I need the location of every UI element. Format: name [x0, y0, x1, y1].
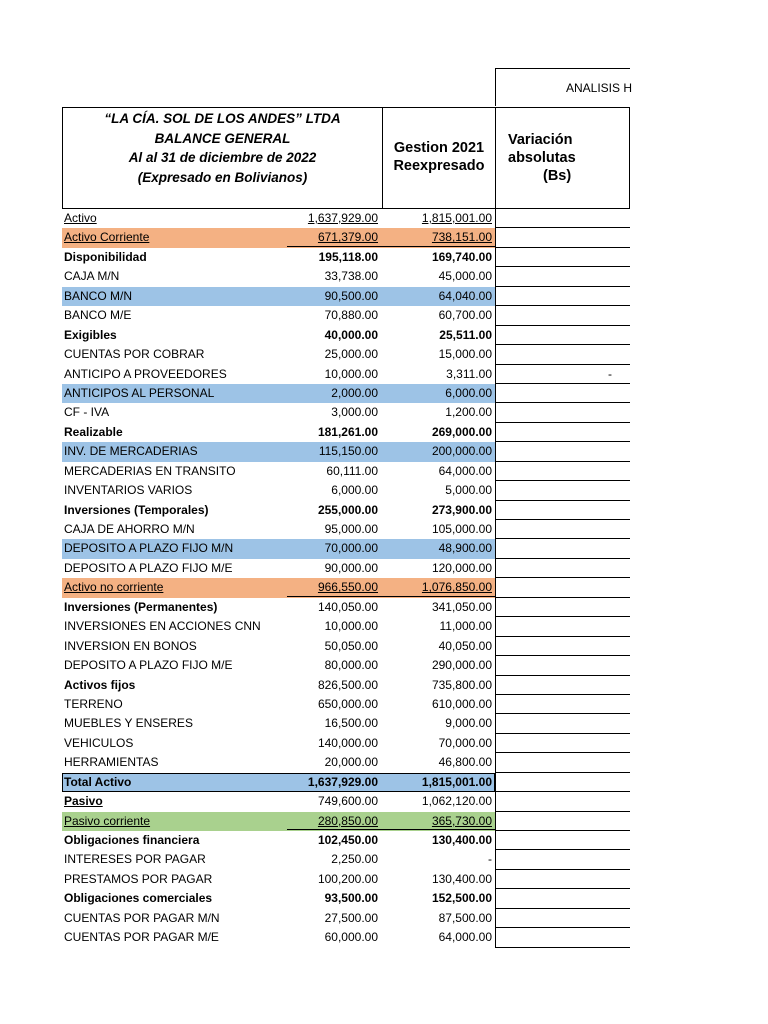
variation-cell [495, 773, 630, 792]
value-2022: 16,500.00 [324, 716, 378, 731]
row-label: BANCO M/N [64, 288, 133, 303]
variation-cell [495, 928, 630, 947]
value-2022: 10,000.00 [324, 366, 378, 381]
variation-cell [495, 559, 630, 578]
row-label: DEPOSITO A PLAZO FIJO M/N [64, 541, 234, 556]
variation-cell [495, 287, 630, 306]
row-label: INTERESES POR PAGAR [64, 852, 206, 867]
value-2021: 64,040.00 [438, 288, 492, 303]
row-label: Activos fijos [64, 677, 136, 692]
value-2021: 610,000.00 [431, 696, 492, 711]
table-row [62, 442, 630, 461]
table-row [62, 345, 630, 364]
value-2022: 70,880.00 [324, 308, 378, 323]
value-2021: 341,050.00 [431, 599, 492, 614]
value-2021: 1,076,850.00 [421, 580, 492, 595]
value-2021: 273,900.00 [431, 502, 492, 517]
table-row [62, 306, 630, 325]
table-row [62, 598, 630, 617]
value-2022: 70,000.00 [324, 541, 378, 556]
value-2022: 90,000.00 [324, 560, 378, 575]
row-label: Activo [64, 211, 97, 225]
variation-cell [495, 656, 630, 675]
variation-cell [495, 889, 630, 908]
sum-underline [383, 596, 495, 597]
row-label: Total Activo [64, 774, 132, 789]
variation-cell [495, 909, 630, 928]
table-row [62, 384, 630, 403]
value-2021: 40,050.00 [438, 638, 492, 653]
variation-cell [495, 714, 630, 733]
value-2022: 1,637,929.00 [307, 211, 378, 225]
row-label: PRESTAMOS POR PAGAR [64, 871, 213, 886]
value-2022: 40,000.00 [324, 327, 378, 342]
analysis-header-cell [495, 68, 633, 106]
value-2021: 130,400.00 [431, 833, 492, 847]
value-2021: 290,000.00 [431, 658, 492, 673]
table-row [62, 423, 630, 442]
variation-cell [495, 442, 630, 461]
row-label: INVENTARIOS VARIOS [64, 483, 193, 498]
value-2021: 269,000.00 [431, 424, 492, 439]
variation-cell [495, 520, 630, 539]
value-2021: 365,730.00 [431, 813, 492, 828]
column-header-variation-line2: absolutas [508, 150, 576, 166]
row-label: ANTICIPOS AL PERSONAL [64, 385, 215, 400]
sum-underline [383, 246, 495, 247]
row-label: CUENTAS POR PAGAR M/E [64, 930, 219, 945]
table-row [62, 909, 630, 928]
table-row [62, 773, 630, 792]
value-2022: 115,150.00 [318, 444, 378, 459]
value-2021: 46,800.00 [438, 755, 492, 770]
row-label: Exigibles [64, 327, 117, 342]
row-background [62, 423, 495, 442]
variation-cell [495, 462, 630, 481]
value-2021: 15,000.00 [438, 347, 492, 362]
row-label: CAJA M/N [64, 269, 120, 284]
value-2022: 255,000.00 [317, 502, 378, 517]
row-label: DEPOSITO A PLAZO FIJO M/E [64, 560, 233, 575]
value-2021: 738,151.00 [431, 230, 492, 245]
table-row [62, 831, 630, 850]
value-2022: 93,500.00 [324, 891, 378, 906]
value-2021: 48,900.00 [438, 541, 492, 556]
value-2022: 140,050.00 [317, 599, 378, 614]
table-row [62, 812, 630, 831]
value-2021: 5,000.00 [445, 483, 492, 498]
column-header-2021 [383, 107, 495, 209]
value-2022: 2,000.00 [331, 385, 378, 400]
table-row [62, 753, 630, 772]
variation-cell [495, 539, 630, 558]
value-2022: 27,500.00 [324, 910, 378, 925]
value-2022: 1,637,929.00 [307, 774, 378, 789]
table-row [62, 481, 630, 500]
table-row [62, 501, 630, 520]
row-background [62, 695, 495, 714]
table-row [62, 403, 630, 422]
variation-cell [495, 753, 630, 772]
report-date: Al al 31 de diciembre de 2022 [128, 150, 317, 165]
value-2022: 3,000.00 [331, 405, 378, 420]
table-row [62, 656, 630, 675]
value-2021: 1,815,001.00 [421, 774, 492, 789]
value-2022: 749,600.00 [317, 794, 378, 809]
value-2022: 60,000.00 [324, 930, 378, 945]
value-2022: 6,000.00 [331, 483, 378, 498]
table-row [62, 248, 630, 267]
value-2022: 181,261.00 [317, 424, 378, 439]
variation-cell [495, 403, 630, 422]
row-label: Obligaciones financiera [64, 833, 200, 847]
variation-cell [495, 345, 630, 364]
value-2022: 50,050.00 [324, 638, 378, 653]
value-2022: 966,550.00 [317, 580, 378, 595]
variation-cell [495, 326, 630, 345]
row-label: Pasivo corriente [64, 813, 151, 828]
table-row [62, 928, 630, 947]
table-row [62, 287, 630, 306]
variation-cell [495, 267, 630, 286]
value-2022: 80,000.00 [324, 658, 378, 673]
column-header-variation-line1: Variación [508, 132, 573, 148]
value-2022: 650,000.00 [317, 696, 378, 711]
value-2021: 64,000.00 [438, 930, 492, 945]
table-row [62, 559, 630, 578]
variation-cell [495, 870, 630, 889]
row-label: DEPOSITO A PLAZO FIJO M/E [64, 658, 233, 673]
table-row [62, 714, 630, 733]
table-row [62, 637, 630, 656]
column-header-variation [495, 107, 630, 209]
column-header-2021-line2: Reexpresado [393, 158, 485, 174]
row-background [62, 267, 495, 286]
company-name: “LA CÍA. SOL DE LOS ANDES” LTDA [104, 111, 341, 126]
value-2021: 11,000.00 [439, 619, 492, 634]
value-2021: 64,000.00 [438, 463, 492, 478]
value-2021: - [488, 852, 492, 867]
value-2021: 169,740.00 [431, 249, 492, 264]
row-label: HERRAMIENTAS [64, 755, 159, 770]
value-2021: 45,000.00 [438, 269, 492, 284]
table-row [62, 578, 630, 597]
value-2021: 120,000.00 [431, 560, 492, 575]
variation-cell [495, 734, 630, 753]
company-header [62, 107, 383, 209]
value-2021: 25,511.00 [439, 327, 492, 342]
value-2022: 25,000.00 [324, 347, 378, 362]
value-2021: 87,500.00 [438, 910, 492, 925]
value-2022: 10,000.00 [324, 619, 378, 634]
variation-cell [495, 831, 630, 850]
variation-cell [495, 306, 630, 325]
value-2021: 9,000.00 [445, 716, 492, 731]
value-2022: 60,111.00 [326, 463, 378, 478]
report-title: BALANCE GENERAL [154, 130, 291, 146]
variation-cell [495, 248, 630, 267]
sum-underline [383, 829, 495, 830]
report-currency: (Expresado en Bolivianos) [137, 169, 308, 185]
variation-cell [495, 676, 630, 695]
column-header-variation-line3: (Bs) [543, 168, 572, 184]
value-2021: 6,000.00 [445, 385, 492, 400]
table-row [62, 365, 630, 384]
table-row [62, 617, 630, 636]
row-label: Activo no corriente [64, 580, 164, 595]
table-row [62, 267, 630, 286]
value-2022: 95,000.00 [324, 522, 378, 536]
value-2021: 70,000.00 [438, 735, 492, 750]
table-row [62, 889, 630, 908]
variation-cell [495, 481, 630, 500]
variation-cell [495, 695, 630, 714]
table-row [62, 228, 630, 247]
row-label: Realizable [64, 424, 123, 439]
variation-cell [495, 384, 630, 403]
table-row [62, 850, 630, 869]
table-row [62, 539, 630, 558]
row-label: INV. DE MERCADERIAS [64, 444, 198, 459]
variation-cell [495, 617, 630, 636]
row-background [62, 326, 495, 345]
value-2021: 1,200.00 [445, 405, 492, 420]
row-label: Pasivo [64, 794, 103, 809]
value-2021: 3,311.00 [446, 366, 492, 381]
value-2022: 33,738.00 [324, 269, 378, 284]
analysis-label: ANALISIS H [566, 81, 633, 95]
value-2022: 195,118.00 [318, 249, 378, 264]
value-2022: 100,200.00 [317, 871, 378, 886]
value-2022: 20,000.00 [324, 755, 378, 770]
value-2021: 105,000.00 [431, 522, 492, 536]
variation-value: - [608, 366, 612, 381]
value-2021: 1,062,120.00 [421, 794, 492, 809]
row-label: Inversiones (Temporales) [64, 502, 209, 517]
row-label: VEHICULOS [64, 735, 134, 750]
row-label: Obligaciones comerciales [64, 891, 213, 906]
value-2021: 200,000.00 [431, 444, 492, 459]
variation-cell [495, 850, 630, 869]
variation-cell [495, 578, 630, 597]
variation-cell [495, 792, 630, 811]
row-label: MERCADERIAS EN TRANSITO [64, 463, 236, 478]
row-label: CF - IVA [64, 405, 110, 420]
row-label: CUENTAS POR PAGAR M/N [64, 910, 220, 925]
variation-cell [495, 812, 630, 831]
table-row [62, 734, 630, 753]
value-2022: 140,000.00 [317, 735, 378, 750]
row-background [62, 403, 495, 422]
variation-cell [495, 365, 630, 384]
row-label: Activo Corriente [64, 230, 150, 245]
table-row [62, 870, 630, 889]
value-2021: 152,500.00 [431, 891, 492, 906]
value-2022: 280,850.00 [317, 813, 378, 828]
value-2022: 90,500.00 [324, 288, 378, 303]
value-2022: 671,379.00 [317, 230, 378, 245]
table-row [62, 792, 630, 811]
value-2022: 826,500.00 [317, 677, 378, 692]
table-row [62, 520, 630, 539]
variation-cell [495, 228, 630, 247]
value-2021: 735,800.00 [431, 677, 492, 692]
table-row [62, 209, 630, 228]
table-row [62, 676, 630, 695]
row-label: MUEBLES Y ENSERES [64, 716, 193, 731]
row-label: ANTICIPO A PROVEEDORES [64, 366, 227, 381]
variation-cell [495, 501, 630, 520]
value-2022: 2,250.00 [331, 852, 378, 867]
row-label: Inversiones (Permanentes) [64, 599, 218, 614]
value-2022: 102,450.00 [317, 833, 378, 847]
row-label: CAJA DE AHORRO M/N [64, 522, 195, 536]
row-label: TERRENO [64, 696, 123, 711]
row-label: INVERSIONES EN ACCIONES CNN [64, 619, 261, 634]
variation-cell [495, 209, 630, 228]
row-label: CUENTAS POR COBRAR [64, 347, 205, 362]
column-header-2021-line1: Gestion 2021 [393, 140, 485, 156]
row-label: BANCO M/E [64, 308, 132, 323]
row-label: INVERSION EN BONOS [64, 638, 197, 653]
value-2021: 130,400.00 [431, 871, 492, 886]
table-row [62, 326, 630, 345]
variation-cell [495, 637, 630, 656]
table-row [62, 462, 630, 481]
variation-cell [495, 423, 630, 442]
balance-table [62, 209, 630, 948]
row-label: Disponibilidad [64, 249, 147, 264]
value-2021: 60,700.00 [438, 308, 492, 323]
value-2021: 1,815,001.00 [421, 211, 492, 225]
variation-cell [495, 598, 630, 617]
table-row [62, 695, 630, 714]
